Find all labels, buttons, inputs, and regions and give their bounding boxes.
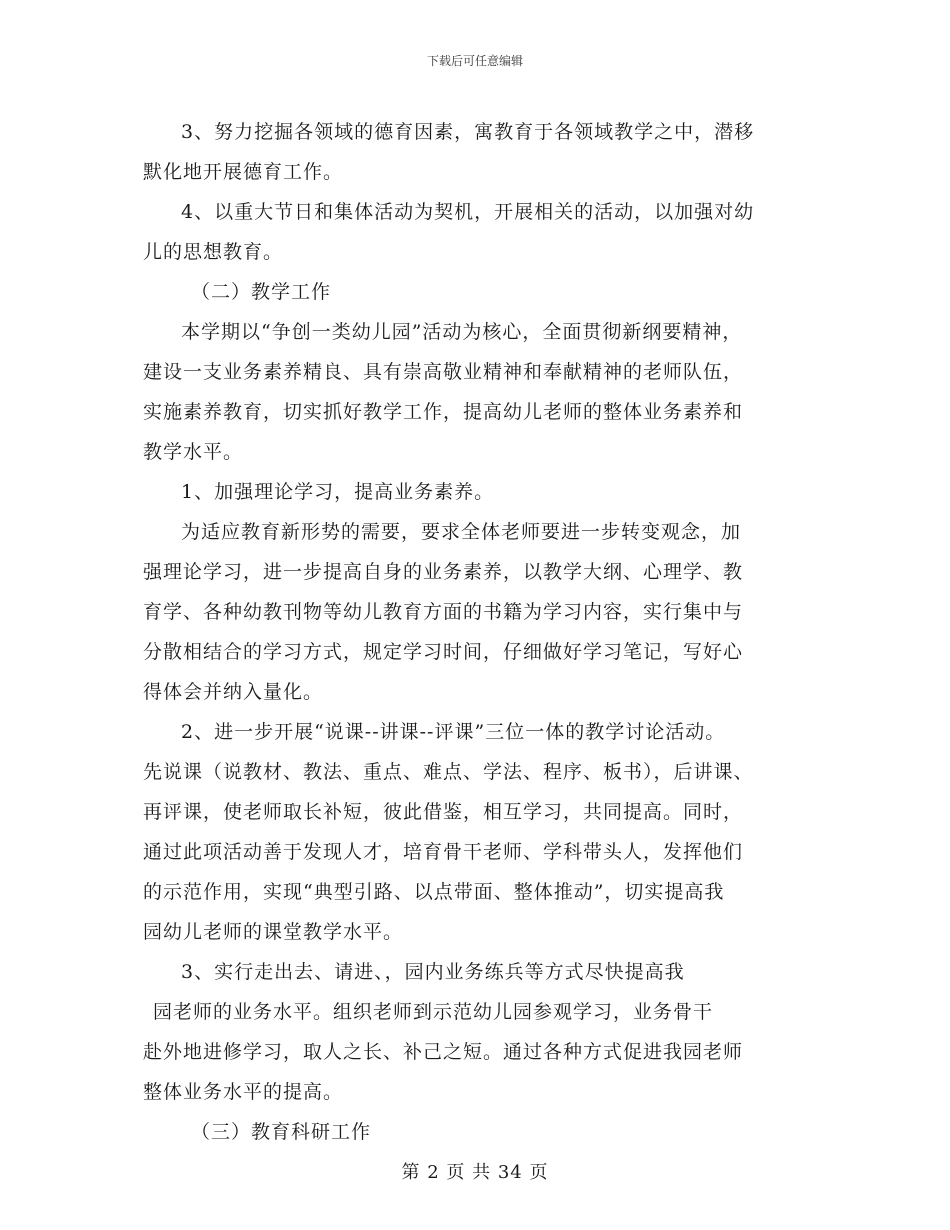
- text-line: 儿的思想教育。: [143, 241, 284, 263]
- text-line: 本学期以“争创一类幼儿园”活动为核心，全面贯彻新纲要精神，: [181, 321, 743, 343]
- text-line: 的示范作用，实现“典型引路、以点带面、整体推动”，切实提高我: [143, 881, 725, 903]
- paragraph-theory-study: [143, 512, 808, 712]
- section-heading-teaching: [143, 272, 808, 312]
- text-line: 3、实行走出去、请进、，园内业务练兵等方式尽快提高我: [181, 961, 685, 983]
- paragraph-moral-education-4: [143, 192, 808, 272]
- text-line: 得体会并纳入量化。: [143, 681, 324, 703]
- text-line: 教学水平。: [143, 441, 244, 463]
- document-body: [143, 112, 808, 1152]
- page-header-note: 下载后可任意编辑: [426, 54, 523, 68]
- text-line: 园幼儿老师的课堂教学水平。: [143, 921, 404, 943]
- paragraph-moral-education-3: [143, 112, 808, 192]
- text-line: 建设一支业务素养精良、具有崇高敬业精神和奉献精神的老师队伍，: [143, 361, 744, 383]
- text-line: 再评课，使老师取长补短，彼此借鉴，相互学习，共同提高。同时，: [143, 801, 744, 823]
- paragraph-teaching-intro: [143, 312, 808, 472]
- text-line: 整体业务水平的提高。: [143, 1081, 344, 1103]
- text-line: 园老师的业务水平。组织老师到示范幼儿园参观学习，业务骨干: [153, 1001, 714, 1023]
- paragraph-lesson-activity: [143, 712, 808, 952]
- text-line: 为适应教育新形势的需要，要求全体老师要进一步转变观念，加: [181, 521, 742, 543]
- text-line: 2、进一步开展“说课--讲课--评课”三位一体的教学讨论活动。: [181, 721, 726, 743]
- paragraph-teacher-level: [143, 992, 808, 1112]
- text-line: 先说课（说教材、教法、重点、难点、学法、程序、板书），后讲课、: [143, 761, 754, 783]
- text-line: 3、努力挖掘各领域的德育因素，寓教育于各领域教学之中，潜移: [181, 121, 755, 143]
- text-line: 4、以重大节日和集体活动为契机，开展相关的活动，以加强对幼: [181, 201, 755, 223]
- heading-text: （三）教育科研工作: [191, 1121, 372, 1143]
- text-line: 赴外地进修学习，取人之长、补己之短。通过各种方式促进我园老师: [143, 1041, 744, 1063]
- page-number-footer: 第 2 页 共 34 页: [401, 1162, 549, 1183]
- text-line: 分散相结合的学习方式，规定学习时间，仔细做好学习笔记，写好心: [143, 641, 744, 663]
- text-line: 强理论学习，进一步提高自身的业务素养，以教学大纲、心理学、教: [143, 561, 744, 583]
- heading-text: （二）教学工作: [191, 281, 332, 303]
- text-line: 通过此项活动善于发现人才，培育骨干老师、学科带头人，发挥他们: [143, 841, 744, 863]
- text-line: 育学、各种幼教刊物等幼儿教育方面的书籍为学习内容，实行集中与: [143, 601, 744, 623]
- text-line: 1、加强理论学习，提高业务素养。: [181, 481, 495, 503]
- text-line: 实施素养教育，切实抓好教学工作，提高幼儿老师的整体业务素养和: [143, 401, 744, 423]
- section-heading-research: [143, 1112, 808, 1152]
- item-theory-study-title: [143, 472, 808, 512]
- text-line: 默化地开展德育工作。: [143, 161, 344, 183]
- paragraph-go-out-invite-in: [143, 952, 808, 992]
